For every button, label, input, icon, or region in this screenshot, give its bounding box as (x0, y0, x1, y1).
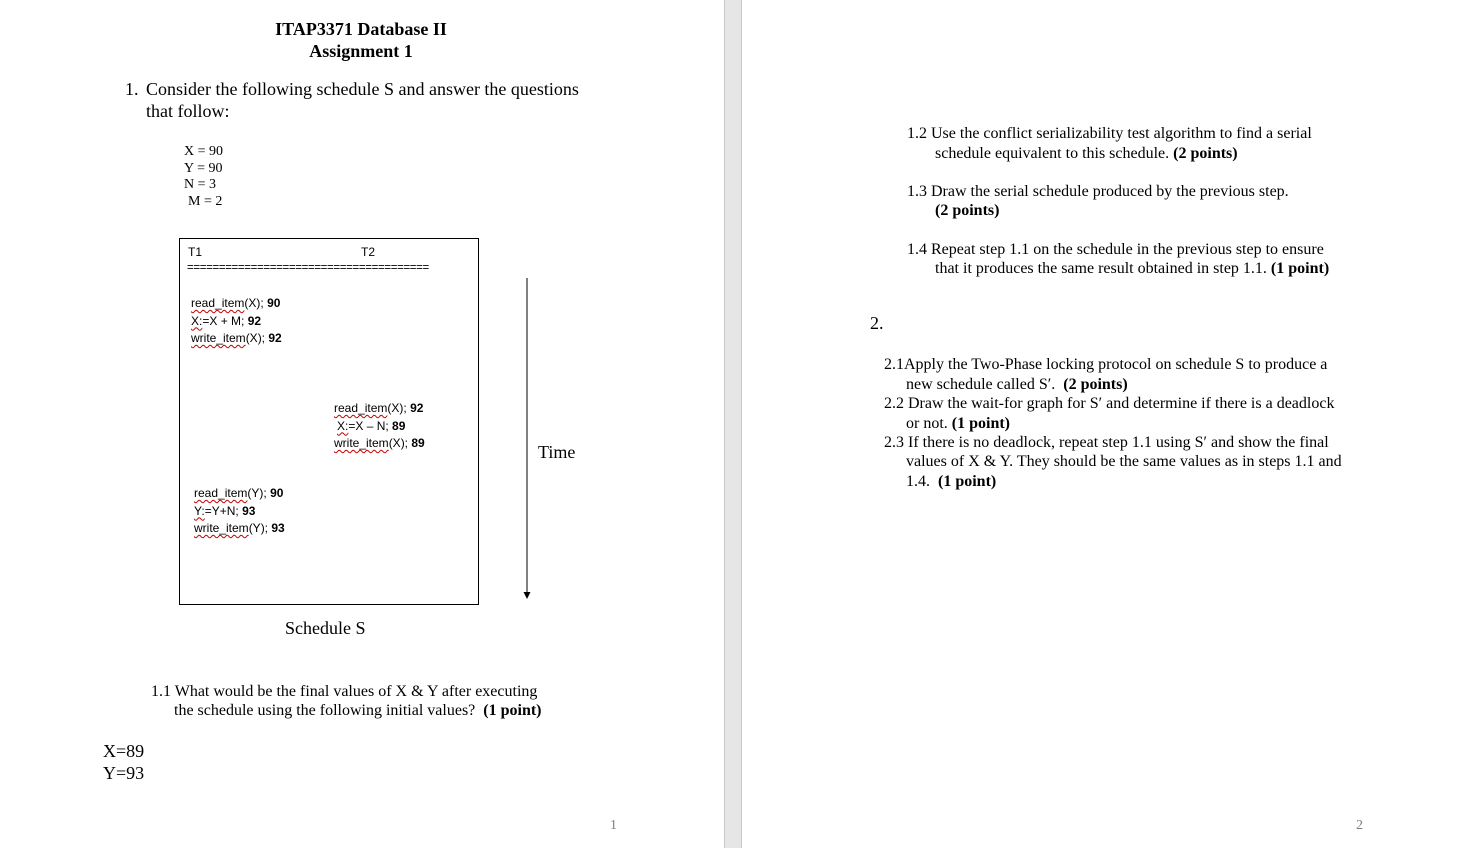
op-args: (X); (388, 436, 409, 450)
schedule-op (194, 503, 285, 521)
op-name: X: (191, 313, 203, 328)
gutter-edge-left (724, 0, 725, 848)
answer-x: X=89 (103, 741, 145, 761)
time-label: Time (538, 442, 576, 462)
initial-value-m: M = 2 (188, 193, 223, 209)
question-1-4-line1: 1.4 Repeat step 1.1 on the schedule in the previous step to ensure (907, 241, 1324, 258)
schedule-op (194, 520, 285, 538)
question-2-2-line2 (906, 414, 1010, 434)
question-2-3-points: (1 point) (938, 473, 997, 490)
op-value: 89 (392, 418, 406, 433)
question-2-1-line2 (906, 375, 1128, 395)
question-2-2-points: (1 point) (951, 415, 1011, 432)
initial-values (184, 144, 223, 210)
initial-value-y: Y = 90 (184, 160, 223, 176)
page-number-1: 1 (610, 818, 617, 833)
op-args: (Y); (247, 486, 267, 500)
op-value: 92 (247, 313, 262, 328)
question-1-4-text: that it produces the same result obtained in step 1.1. (935, 260, 1267, 277)
op-args: =X + M; (202, 313, 245, 328)
question-1-2-line1: 1.2 Use the conflict serializability test algorithm to find a serial (907, 125, 1312, 142)
question-1-1-line2 (174, 701, 542, 721)
t1-operations-x (191, 295, 282, 348)
op-args: =Y+N; (204, 503, 239, 518)
op-args: =X – N; (348, 418, 389, 433)
question-1-number: 1. (125, 79, 139, 99)
op-value: 89 (411, 436, 425, 450)
question-1-2-text: schedule equivalent to this schedule. (935, 145, 1170, 162)
question-1-2-points: (2 points) (1173, 145, 1238, 162)
question-2-1-line1: 2.1Apply the Two-Phase locking protocol on schedule S to produce a (884, 356, 1328, 373)
page-number-2: 2 (1356, 818, 1363, 833)
question-2-3-text: 1.4. (906, 473, 930, 490)
op-name: read_item (191, 296, 245, 310)
page-gutter (724, 0, 742, 848)
schedule-op (334, 418, 425, 436)
question-1-1-points: (1 point) (483, 702, 542, 719)
schedule-op (191, 313, 282, 331)
question-2-3-line1: 2.3 If there is no deadlock, repeat step 1.1 using S′ and show the final (884, 434, 1329, 451)
schedule-separator: ====================================== (187, 262, 429, 274)
initial-value-x: X = 90 (184, 144, 224, 159)
question-2-2-text: or not. (906, 415, 948, 432)
schedule-caption: Schedule S (285, 618, 366, 638)
op-name: write_item (334, 436, 389, 450)
op-value: 90 (270, 486, 284, 500)
schedule-header-t1: T1 (188, 245, 203, 259)
initial-value-n: N = 3 (184, 177, 217, 192)
op-name: read_item (194, 486, 248, 500)
question-1-3-points-text: (2 points) (935, 202, 1000, 219)
schedule-box (179, 238, 479, 605)
question-2-3-line2: values of X & Y. They should be the same values as in steps 1.1 and (906, 453, 1342, 470)
op-name: X: (337, 418, 349, 433)
question-1-line2: that follow: (146, 101, 230, 121)
question-1-2-line2 (935, 144, 1238, 164)
time-arrowhead (524, 592, 531, 599)
schedule-op (334, 400, 425, 418)
op-value: 93 (242, 503, 256, 518)
document-page-1 (0, 0, 724, 848)
op-value: 92 (410, 401, 424, 415)
op-name: write_item (191, 331, 246, 345)
op-name: Y: (194, 503, 205, 518)
schedule-header-t2: T2 (361, 245, 376, 259)
schedule-op (194, 485, 285, 503)
op-args: (X); (387, 401, 407, 415)
question-2-number: 2. (870, 313, 884, 333)
op-value: 90 (267, 296, 281, 310)
question-1-3-line1: 1.3 Draw the serial schedule produced by the previous step. (907, 183, 1289, 200)
schedule-op (334, 435, 425, 453)
op-name: read_item (334, 401, 388, 415)
question-2-1-points: (2 points) (1063, 376, 1128, 393)
t2-operations-x (334, 400, 425, 453)
op-args: (X); (245, 331, 266, 345)
question-1-line1: Consider the following schedule S and answer the questions (146, 79, 579, 99)
op-args: (Y); (248, 521, 269, 535)
question-1-3-points (935, 201, 999, 221)
op-value: 92 (268, 331, 282, 345)
time-arrow (520, 276, 534, 602)
op-args: (X); (244, 296, 264, 310)
answer-y: Y=93 (103, 763, 145, 783)
question-1-4-points: (1 point) (1270, 260, 1330, 277)
document-subtitle: Assignment 1 (309, 41, 413, 61)
question-2-1-text: new schedule called S′. (906, 376, 1056, 393)
question-2-3-line3 (906, 472, 996, 492)
schedule-op (191, 295, 282, 313)
document-page-2 (742, 0, 1475, 848)
question-1-1-line1: 1.1 What would be the final values of X & Y after executing (151, 683, 538, 700)
question-2-2-line1: 2.2 Draw the wait-for graph for S′ and determine if there is a deadlock (884, 395, 1335, 412)
question-1-4-line2 (935, 259, 1329, 279)
op-value: 93 (271, 521, 285, 535)
op-name: write_item (194, 521, 249, 535)
question-1-1-text: the schedule using the following initial values? (174, 702, 476, 719)
document-title: ITAP3371 Database II (275, 19, 447, 39)
schedule-op (191, 330, 282, 348)
t1-operations-y (194, 485, 285, 538)
